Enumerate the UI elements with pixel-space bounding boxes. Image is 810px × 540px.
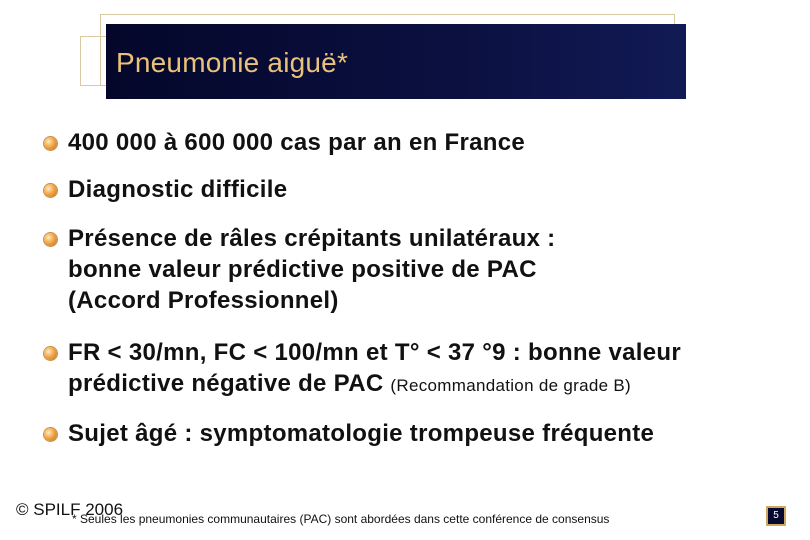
bullet-icon [44, 428, 57, 441]
bullet-text-line: FR < 30/mn, FC < 100/mn et T° < 37 °9 : bonne valeur [68, 339, 681, 366]
bullet-text-line: (Accord Professionnel) [68, 287, 339, 314]
bullet-text-line: Présence de râles crépitants unilatéraux : [68, 225, 556, 252]
page-number-badge: 5 [766, 506, 786, 526]
copyright-text: © SPILF 2006 [16, 500, 124, 519]
bullet-text: 400 000 à 600 000 cas par an en France [68, 129, 526, 156]
slide-title: Pneumonie aiguë* [116, 47, 349, 78]
bullet-icon [44, 233, 57, 246]
bullet-icon [44, 184, 57, 197]
bullet-text-line [68, 368, 788, 401]
title-banner [106, 24, 686, 99]
bullet-text-line: bonne valeur prédictive positive de PAC [68, 256, 537, 283]
footnote-text: * Seules les pneumonies communautaires (PAC) sont abordées dans cette conférence de consensus [72, 512, 610, 526]
bullet-text [68, 337, 788, 401]
bullet-icon [44, 347, 57, 360]
bullet-text-main: prédictive négative de PAC [68, 370, 384, 397]
bullet-text: Sujet âgé : symptomatologie trompeuse fréquente [68, 420, 655, 447]
bullet-text [68, 223, 788, 316]
bullet-text: Diagnostic difficile [68, 176, 288, 203]
recommendation-grade: (Recommandation de grade B) [390, 376, 631, 395]
bullet-icon [44, 137, 57, 150]
